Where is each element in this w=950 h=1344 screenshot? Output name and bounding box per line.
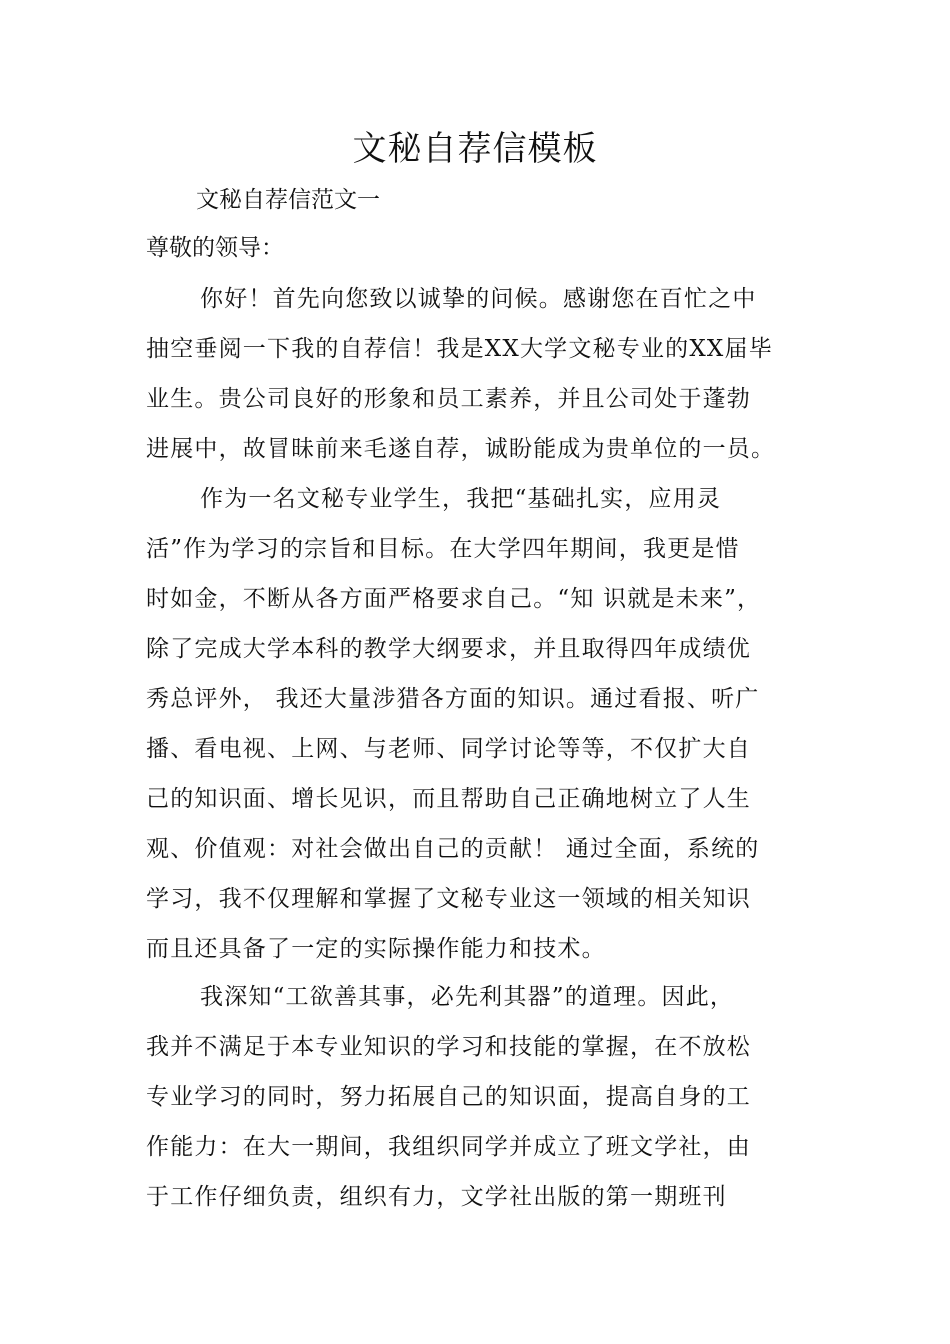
document-subtitle: 文秘自荐信范文一	[196, 187, 380, 213]
paragraph-line: 学习，我不仅理解和掌握了文秘专业这一领域的相关知识	[146, 886, 751, 912]
paragraph-line: 专业学习的同时，努力拓展自己的知识面，提高自身的工	[146, 1084, 751, 1110]
paragraph-line: 作能力：在大一期间，我组织同学并成立了班文学社，由	[146, 1134, 751, 1160]
document-title: 文秘自荐信模板	[352, 129, 598, 169]
paragraph-line: 除了完成大学本科的教学大纲要求，并且取得四年成绩优	[146, 636, 751, 662]
paragraph-line: 我并不满足于本专业知识的学习和技能的掌握，在不放松	[146, 1034, 751, 1060]
paragraph-line: 抽空垂阅一下我的自荐信！我是XX大学文秘专业的XX届毕	[146, 336, 773, 362]
paragraph-line: 时如金，不断从各方面严格要求自己。“知 识就是未来”，	[146, 586, 762, 612]
paragraph-line: 我深知“工欲善其事，必先利其器”的道理。因此，	[200, 984, 735, 1010]
paragraph-1	[146, 274, 826, 474]
paragraph-3	[146, 972, 826, 1222]
paragraph-line: 于工作仔细负责，组织有力，文学社出版的第一期班刊	[146, 1184, 727, 1210]
paragraph-line: 活”作为学习的宗旨和目标。在大学四年期间，我更是惜	[146, 536, 740, 562]
paragraph-line: 观、价值观：对社会做出自己的贡献！ 通过全面，系统的	[146, 836, 760, 862]
paragraph-line: 业生。贵公司良好的形象和员工素养，并且公司处于蓬勃	[146, 386, 751, 412]
paragraph-line: 你好！首先向您致以诚挚的问候。感谢您在百忙之中	[200, 286, 757, 312]
paragraph-line: 而且还具备了一定的实际操作能力和技术。	[146, 936, 606, 962]
salutation: 尊敬的领导：	[146, 235, 284, 261]
paragraph-line: 播、看电视、上网、与老师、同学讨论等等，不仅扩大自	[146, 736, 751, 762]
paragraph-line: 己的知识面、增长见识，而且帮助自己正确地树立了人生	[146, 786, 751, 812]
paragraph-line: 秀总评外， 我还大量涉猎各方面的知识。通过看报、听广	[146, 686, 760, 712]
paragraph-2	[146, 474, 826, 974]
paragraph-line: 进展中，故冒昧前来毛遂自荐，诚盼能成为贵单位的一员。	[146, 436, 776, 462]
paragraph-line: 作为一名文秘专业学生，我把“基础扎实，应用灵	[200, 486, 722, 512]
